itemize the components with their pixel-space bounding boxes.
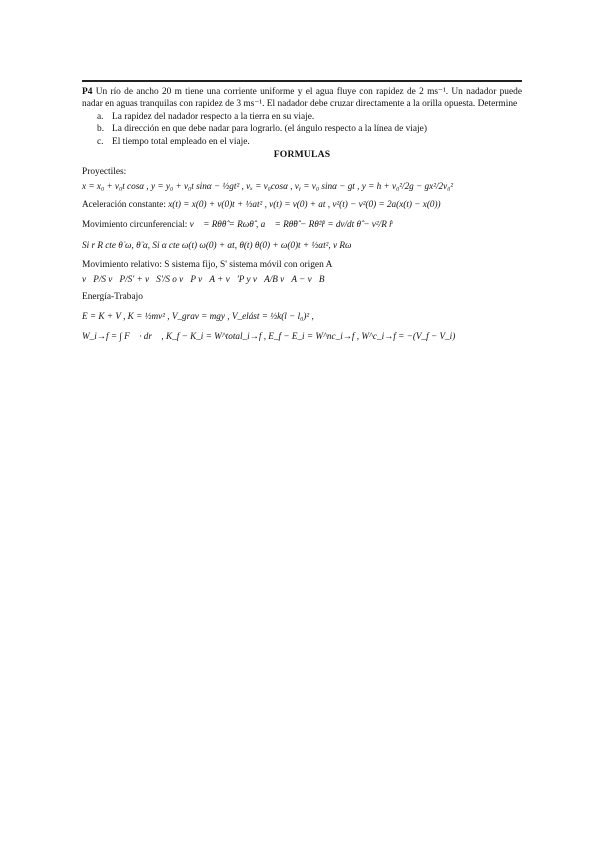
constant-acceleration-label: Aceleración constante: — [82, 199, 166, 210]
task-item — [97, 111, 522, 123]
task-text: El tiempo total empleado en el viaje. — [112, 136, 250, 147]
projectiles-equation: x = x₀ + v₀t cosα , y = y₀ + v₀t sinα − ½gt² , vₓ = v₀cosα , vᵧ = v₀ sinα − gt , y = h + v₀²/2g − gx²/2v₀² — [82, 181, 454, 192]
energy-equation-1: E = K + V , K = ½mv² , V_grav = mgy , V_elást = ½k(l − l₀)² , — [82, 310, 314, 321]
projectiles-label: Proyectiles: — [82, 166, 127, 177]
task-marker: c. — [97, 136, 104, 147]
constant-acceleration-equation: x(t) = x(0) + v(0)t + ½at² , v(t) = v(0) + at , v²(t) − v²(0) = 2a(x(t) − x(0)) — [168, 199, 441, 210]
problem-text: Un río de ancho 20 m tiene una corriente uniforme y el agua fluye con rapidez de 2 ms⁻¹. Un nadador puede nadar en aguas tranquilas con rapidez de 3 ms⁻¹. El nadador debe cruzar directamente a la orilla opuesta. Determine — [82, 87, 523, 110]
document-page — [82, 86, 522, 350]
relative-motion-equation: v⃗P/S v⃗P/S' + v⃗S'/S o v⃗P v⃗A + v⃗'P y v⃗A/B v⃗A − v⃗B — [82, 274, 325, 285]
energy-equation-2: W_i→f = ∫ F⃗ · dr⃗ , K_f − K_i = W^total_i→f , E_f − E_i = W^nc_i→f , W^c_i→f = −(V_f − V_i) — [82, 330, 456, 341]
top-rule — [82, 80, 522, 82]
task-item — [97, 136, 522, 148]
energy-work-label: Energía-Trabajo — [82, 292, 143, 303]
circular-motion-line — [82, 218, 522, 230]
circular-motion-equation: v⃗ = Rθ̇θ̂ = Rωθ̂ , a⃗ = Rθ̈θ̂ − Rθ̇²r̂ = dv/dt θ̂ − v²/R r̂ — [189, 219, 393, 230]
circular-motion-equation-2: Si r R cte θ̇ ω, θ̈ α, Si α cte ω(t) ω(0) + αt, θ(t) θ(0) + ω(0)t + ½αt², v Rω — [82, 239, 352, 250]
task-text: La dirección en que debe nadar para lograrlo. (el ángulo respecto a la línea de viaje) — [112, 124, 427, 135]
task-item — [97, 123, 522, 135]
relative-motion-label: Movimiento relativo: S sistema fijo, S' sistema móvil con origen A — [82, 259, 333, 270]
task-text: La rapidez del nadador respecto a la tierra en su viaje. — [112, 111, 315, 122]
formulas-heading: FORMULAS — [273, 149, 331, 161]
circular-motion-label: Movimiento circunferencial: — [82, 219, 188, 230]
task-list — [82, 111, 522, 148]
task-marker: a. — [97, 111, 104, 122]
problem-number: P4 — [82, 87, 93, 97]
problem-statement — [82, 86, 522, 111]
constant-acceleration-line — [82, 198, 522, 210]
task-marker: b. — [97, 124, 105, 135]
